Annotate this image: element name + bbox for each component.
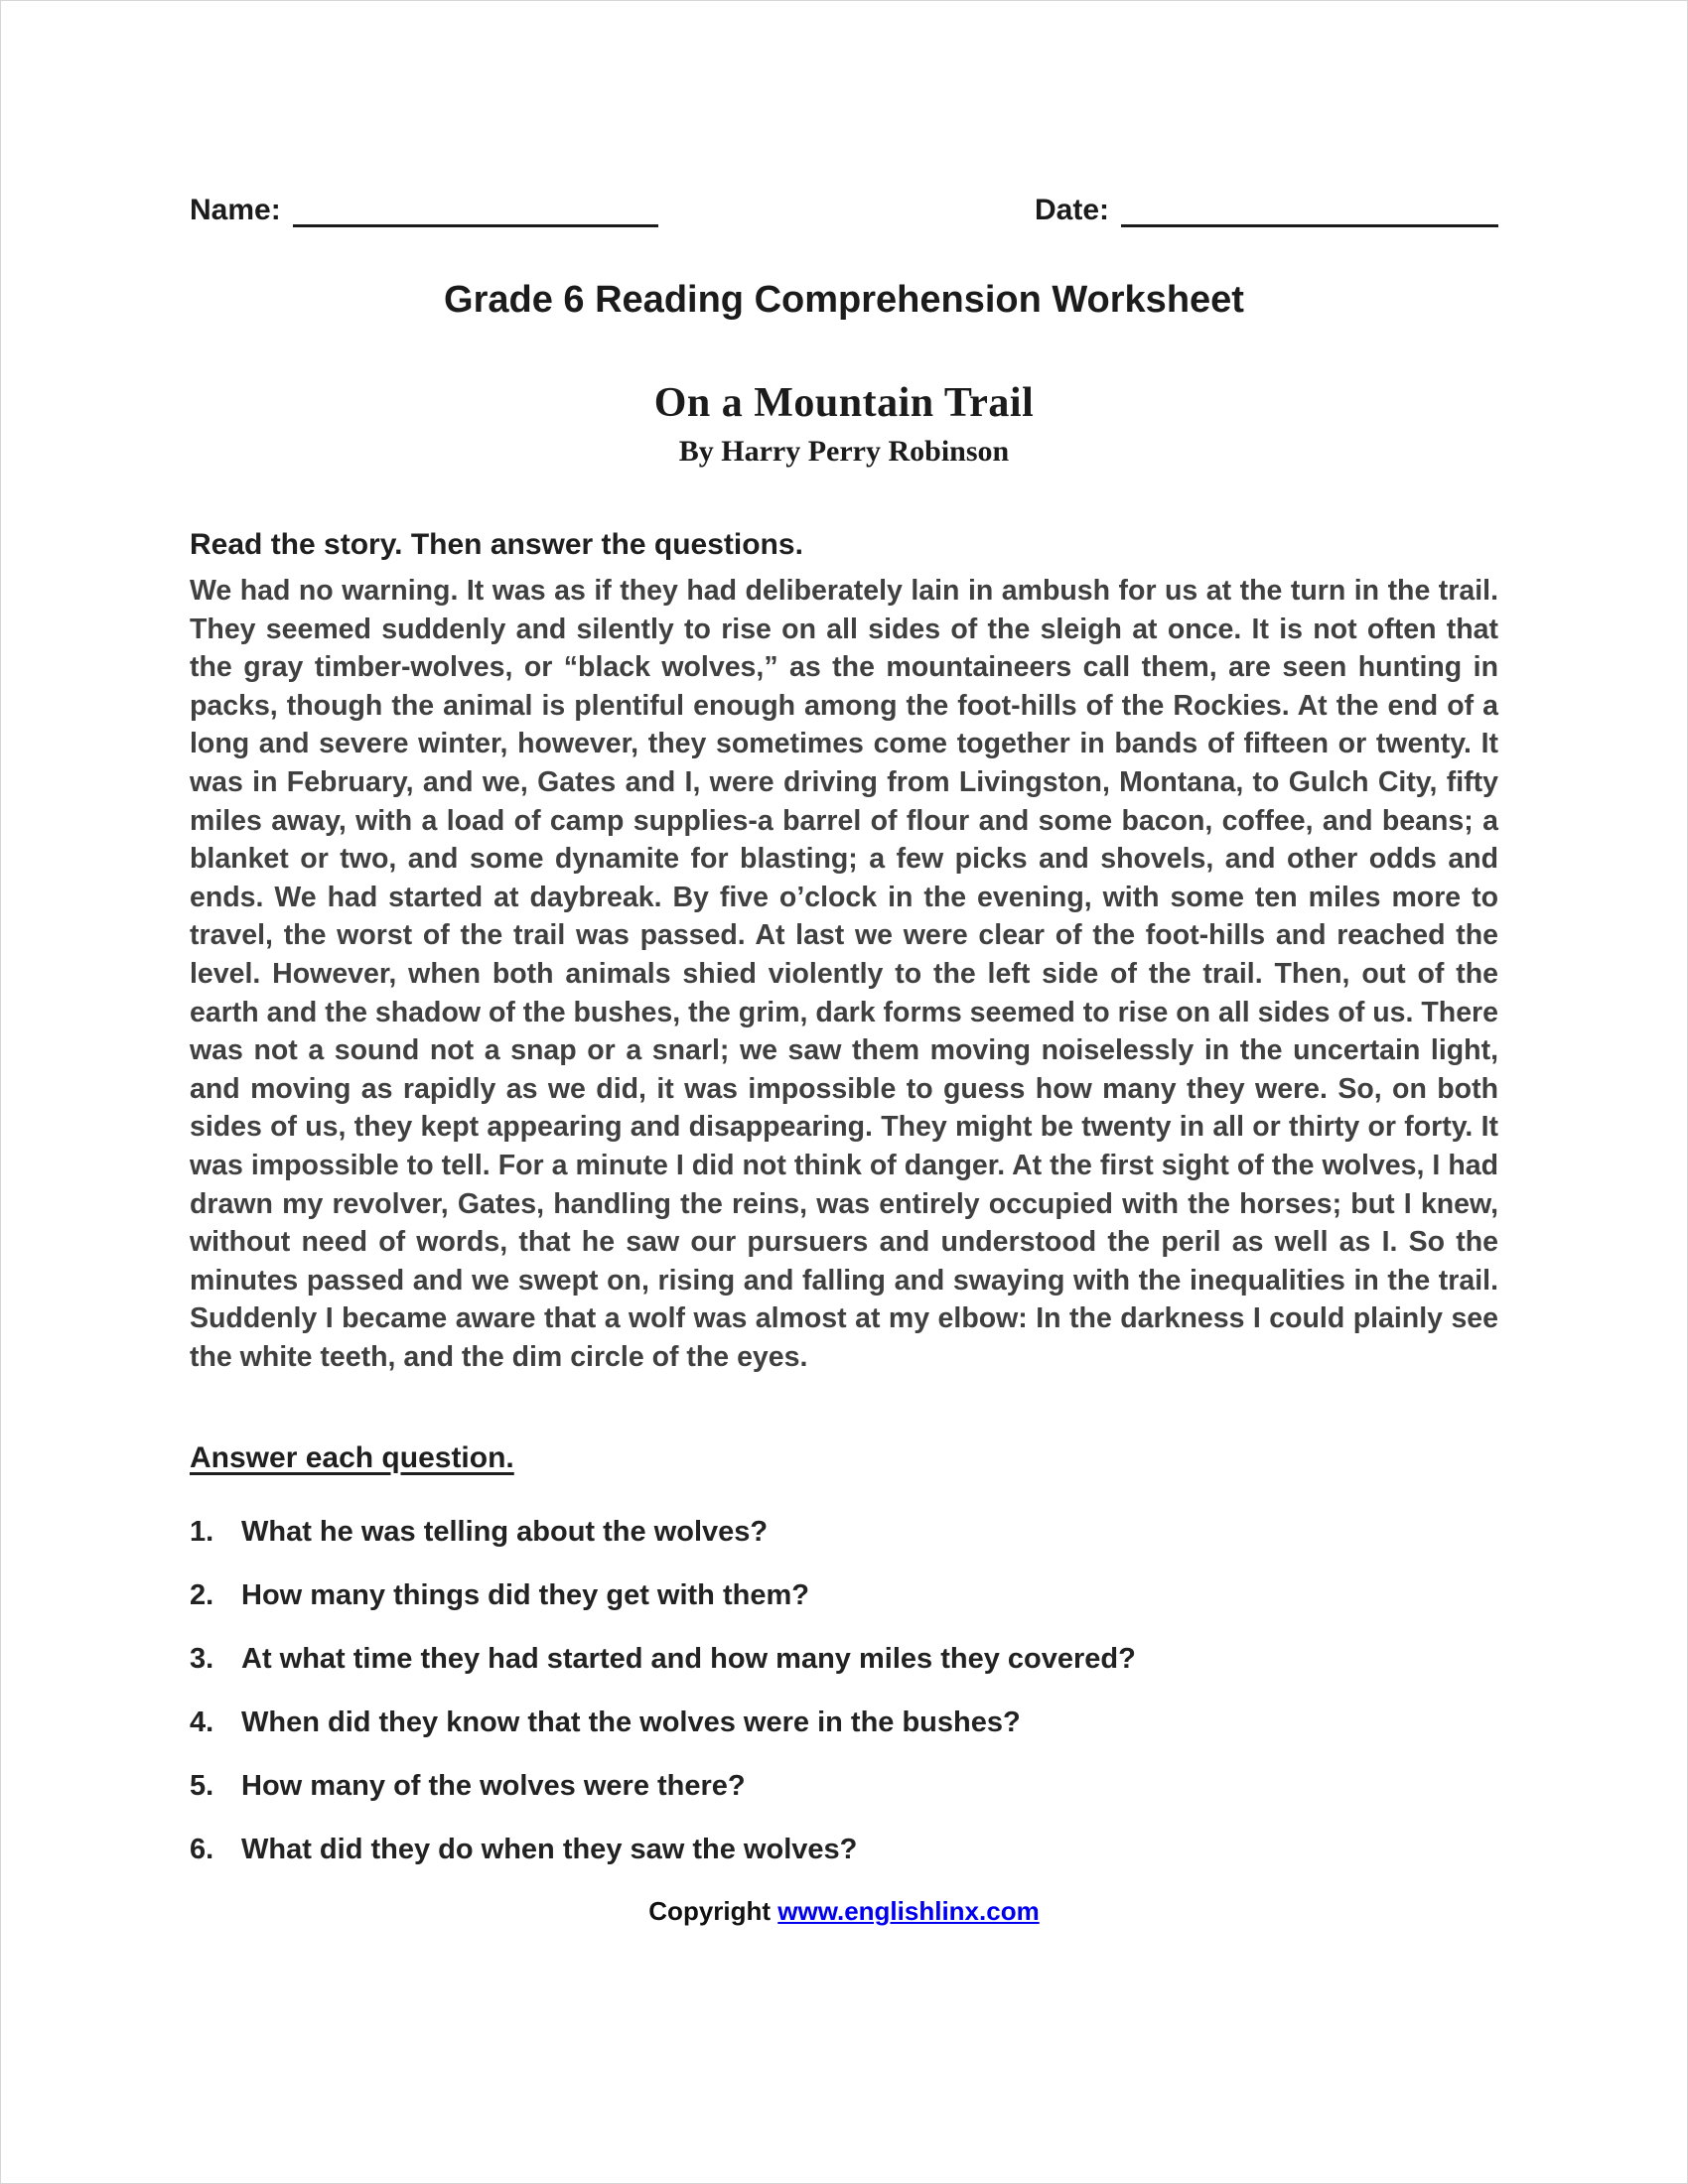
question-item: [190, 1578, 1498, 1612]
story-paragraph: We had no warning. It was as if they had deliberately lain in ambush for us at the turn in the trail. They seemed suddenly and silently to rise on all sides of the sleigh at once. It is not often that the gray timber-wolves, or “black wolves,” as the mountaineers call them, are seen hunting in packs, though the animal is plentiful enough among the foot-hills of the Rockies. At the end of a long and severe winter, however, they sometimes come together in bands of fifteen or twenty. It was in February, and we, Gates and I, were driving from Livingston, Montana, to Gulch City, fifty miles away, with a load of camp supplies-a barrel of flour and some bacon, coffee, and beans; a blanket or two, and some dynamite for blasting; a few picks and shovels, and other odds and ends. We had started at daybreak. By five o’clock in the evening, with some ten miles more to travel, the worst of the trail was passed. At last we were clear of the foot-hills and reached the level. However, when both animals shied violently to the left side of the trail. Then, out of the earth and the shadow of the bushes, the grim, dark forms seemed to rise on all sides of us. There was not a sound not a snap or a snarl; we saw them moving noiselessly in the uncertain light, and moving as rapidly as we did, it was impossible to guess how many they were. So, on both sides of us, they kept appearing and disappearing. They might be twenty in all or thirty or forty. It was impossible to tell. For a minute I did not think of danger. At the first sight of the wolves, I had drawn my revolver, Gates, handling the reins, was entirely occupied with the horses; but I knew, without need of words, that he saw our pursuers and understood the peril as well as I. So the minutes passed and we swept on, rising and falling and swaying with the inequalities in the trail. Suddenly I became aware that a wolf was almost at my elbow: In the darkness I could plainly see the white teeth, and the dim circle of the eyes.: [190, 575, 1498, 1373]
header-row: [190, 195, 1498, 227]
question-item: [190, 1515, 1498, 1549]
date-field: [1035, 195, 1498, 227]
question-text: At what time they had started and how many miles they covered?: [241, 1643, 1136, 1676]
question-number: 5.: [190, 1770, 214, 1803]
instructions-text: Read the story. Then answer the questions.: [190, 528, 803, 561]
question-item: [190, 1706, 1498, 1739]
question-number: 3.: [190, 1643, 214, 1676]
question-text: When did they know that the wolves were in the bushes?: [241, 1706, 1021, 1739]
question-text: What did they do when they saw the wolves?: [241, 1834, 858, 1866]
englishlinx-link[interactable]: www.englishlinx.com: [777, 1896, 1040, 1927]
name-label: Name:: [190, 194, 281, 226]
question-item: [190, 1642, 1498, 1676]
name-field: [190, 195, 658, 227]
answer-section-heading: Answer each question.: [190, 1441, 514, 1475]
question-number: 1.: [190, 1516, 214, 1549]
question-text: How many things did they get with them?: [241, 1579, 809, 1612]
date-blank-line: [1121, 195, 1498, 227]
page-content: [190, 195, 1498, 1927]
question-number: 6.: [190, 1834, 214, 1866]
copyright-label: Copyright: [648, 1896, 778, 1927]
story-title: On a Mountain Trail: [653, 380, 1035, 426]
question-number: 2.: [190, 1579, 214, 1612]
date-label: Date:: [1034, 194, 1109, 226]
worksheet-title: Grade 6 Reading Comprehension Worksheet: [444, 279, 1244, 321]
copyright-footer: [190, 1896, 1498, 1927]
question-number: 4.: [190, 1706, 214, 1739]
question-item: [190, 1769, 1498, 1803]
question-text: What he was telling about the wolves?: [241, 1516, 769, 1549]
story-byline: By Harry Perry Robinson: [678, 435, 1010, 468]
name-blank-line: [293, 195, 658, 227]
question-text: How many of the wolves were there?: [241, 1770, 746, 1803]
question-item: [190, 1833, 1498, 1866]
question-list: [190, 1515, 1498, 1866]
